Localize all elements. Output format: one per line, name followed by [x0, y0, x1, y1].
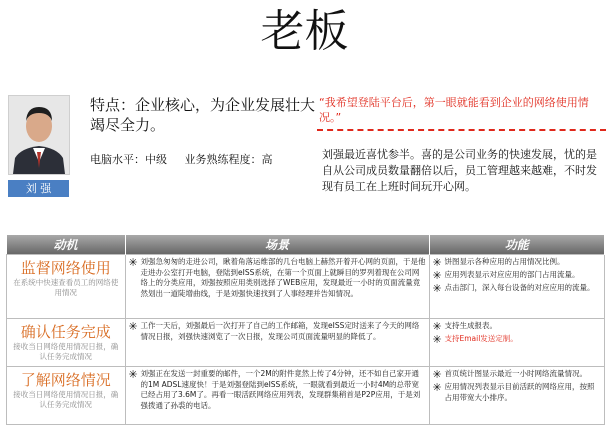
- feature-cell: [429, 319, 605, 367]
- motive-subtitle: 在系统中快速查看员工的网络使用情况: [13, 278, 119, 297]
- feature-item: 应用情况列表显示目前活跃的网络应用，按照占用带宽大小排序。: [444, 382, 595, 402]
- business-skill: 业务熟练程度：高: [184, 153, 273, 166]
- asterisk-icon: ✳: [128, 368, 138, 381]
- header-motive: 动机: [7, 235, 126, 255]
- asterisk-icon: ✳: [128, 320, 138, 333]
- persona-stats: [90, 151, 315, 167]
- persona-quote: “我希望登陆平台后，第一眼就能看到企业的网络使用情况。”: [319, 96, 589, 124]
- feature-item: 支持生成报表。: [444, 321, 497, 330]
- motive-cell: [7, 255, 126, 319]
- asterisk-icon: ✳: [432, 256, 442, 269]
- quote-divider: [317, 129, 606, 131]
- motive-subtitle: 接收当日网络使用情况日报，确认任务完成情况: [13, 390, 119, 409]
- person-name: 刘 强: [8, 180, 69, 197]
- scene-text: 刘强急匆匆的走进公司，瞅着角落运维部的几台电脑上赫然开着开心网的页面，于是他走进办公室打开电脑，登陆到eISS系统，在第一个页面上就瞬目的罗列着现在公司网络上的分类应用，刘强按照应用类别选择了WEB应用，发现最近一小时的页面流量竟然划出一道陡增曲线，于是刘强快速找到了人事经理并告知情况。: [140, 257, 426, 298]
- motive-title: 确认任务完成: [20, 323, 111, 341]
- scene-text: 刘强正在发送一封重要的邮件，一个2M的附件竟然上传了4分钟，还不如自己家开通的1M ADSL速度快！于是刘强登陆到eISS系统，一眼就看到最近一小时4M的总带宽已经占用了3.6M了。再看一眼活跃网络应用列表，发现群集稍首是P2P应用，于是刘强拨通了孙裘的电话。: [140, 369, 421, 410]
- avatar: [8, 95, 70, 175]
- motive-title: 了解网络情况: [20, 371, 111, 389]
- asterisk-icon: ✳: [432, 282, 442, 295]
- feature-item: 点击部门，深入每台设备的对应应用的流量。: [444, 283, 595, 292]
- asterisk-icon: ✳: [128, 256, 138, 269]
- feature-item: 首页统计图显示最近一小时网络流量情况。: [444, 369, 587, 378]
- scene-cell: [125, 255, 429, 319]
- asterisk-icon: ✳: [432, 381, 442, 394]
- asterisk-icon: ✳: [432, 320, 442, 333]
- table-row: [7, 319, 605, 367]
- header-scene: 场景: [125, 235, 429, 255]
- scenario-table: [6, 235, 605, 425]
- asterisk-icon: ✳: [432, 269, 442, 282]
- computer-level: 电脑水平：中级: [90, 153, 167, 166]
- feature-item: 应用列表显示对应应用的部门占用流量。: [444, 270, 580, 279]
- motive-subtitle: 接收当日网络使用情况日报，确认任务完成情况: [13, 342, 119, 361]
- scene-text: 工作一天后，刘强最后一次打开了自己的工作邮箱，发现eISS定时送来了今天的网络情况日报，刘强快速浏览了一次日报，发现公司页面流量明显的降低了。: [140, 321, 420, 341]
- asterisk-icon: ✳: [432, 368, 442, 381]
- scene-cell: [125, 319, 429, 367]
- persona-description: 刘强最近喜忧参半。喜的是公司业务的快速发展，忧的是自从公司成员数量翻倍以后，员工管理越来越难，不时发现有员工在上班时间玩开心网。: [322, 148, 597, 193]
- persona-feature: 特点：企业核心，为企业发展壮大竭尽全力。: [90, 96, 316, 134]
- header-function: 功能: [429, 235, 605, 255]
- motive-title: 监督网络使用: [20, 259, 111, 277]
- table-header-row: [7, 235, 605, 255]
- table-row: [7, 255, 605, 319]
- feature-cell: [429, 255, 605, 319]
- asterisk-icon: ✳: [432, 333, 442, 346]
- page-title: 老板: [260, 6, 349, 57]
- motive-cell: [7, 319, 126, 367]
- feature-item: 饼图显示各种应用的占用情况比例。: [444, 257, 565, 266]
- feature-item-highlight: 支持Email发送定制。: [444, 334, 518, 343]
